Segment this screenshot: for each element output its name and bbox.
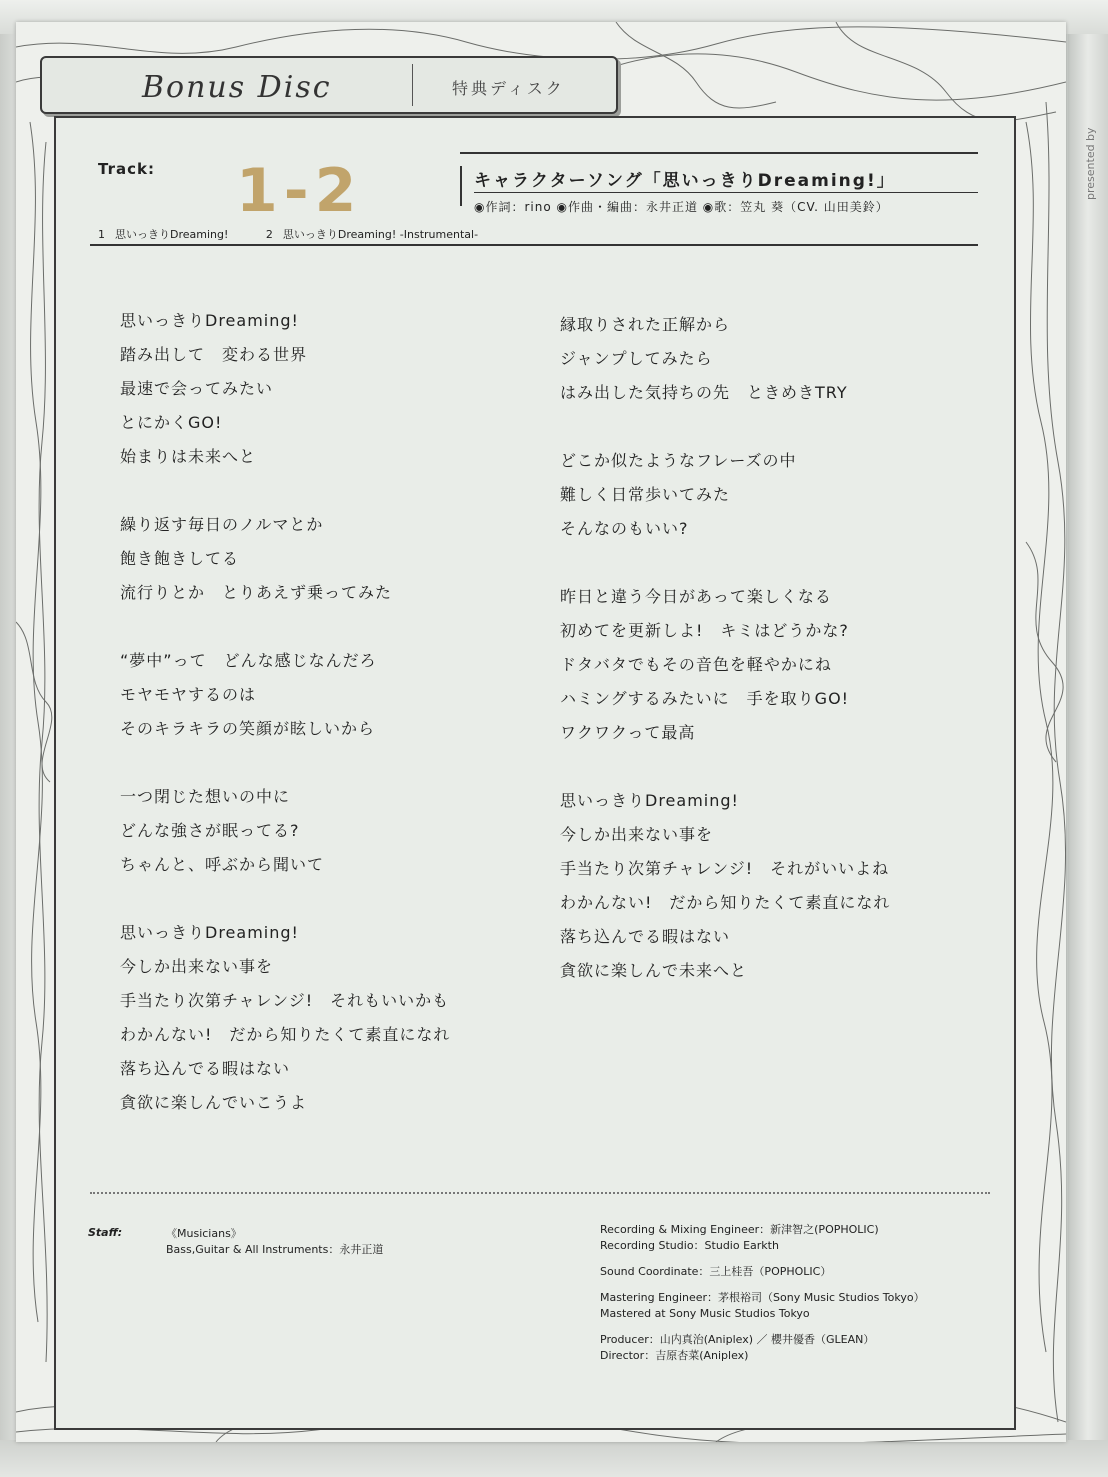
lyric-line: ハミングするみたいに 手を取りGO! [560, 689, 850, 708]
lyric-line: ちゃんと、呼ぶから聞いて [120, 855, 325, 874]
lyric-stanza [560, 308, 890, 410]
lyric-stanza [120, 916, 450, 1120]
lyric-line: 今しか出来ない事を [560, 825, 714, 844]
lyric-line: 踏み出して 変わる世界 [120, 345, 308, 364]
staff-credit-line: Recording & Mixing Engineer：新津智之(POPHOLIC) [600, 1223, 879, 1236]
lyrics-right-column [560, 308, 890, 1022]
staff-credit-line: Sound Coordinate：三上桂吾（POPHOLIC） [600, 1265, 832, 1278]
title-rule-top [460, 152, 978, 154]
staff-credit-line: Producer：山内真治(Aniplex) ／ 櫻井優香（GLEAN） [600, 1333, 875, 1346]
lyric-line: わかんない! だから知りたくて素直になれ [120, 1025, 451, 1044]
lyric-line: 始まりは未来へと [120, 447, 257, 466]
tracklist [98, 226, 512, 242]
lyric-line: 落ち込んでる暇はない [120, 1059, 291, 1078]
lyric-line: “夢中”って どんな感じなんだろ [120, 651, 377, 670]
staff-credit-line: Mastering Engineer：茅根裕司（Sony Music Studios Tokyo） [600, 1291, 925, 1304]
staff-credit-line: Director：吉原杏菜(Aniplex) [600, 1349, 749, 1362]
lyric-line: 飽き飽きしてる [120, 549, 240, 568]
lyric-line: ジャンプしてみたら [560, 349, 713, 368]
lyric-line: 今しか出来ない事を [120, 957, 274, 976]
track-2-num: 2 [265, 228, 273, 241]
bonus-disc-tab [40, 56, 618, 114]
song-credits: ◉作詞：rino ◉作曲・編曲：永井正道 ◉歌：笠丸 葵（CV. 山田美鈴） [474, 200, 889, 214]
lyric-line: 思いっきりDreaming! [560, 791, 739, 810]
staff-divider [90, 1192, 990, 1194]
lyric-line: 貪欲に楽しんで未来へと [560, 961, 748, 980]
lyric-line: 縁取りされた正解から [560, 315, 731, 334]
staff-credit-line: Recording Studio：Studio Earkth [600, 1239, 779, 1252]
lyric-line: ワクワクって最高 [560, 723, 696, 742]
lyric-line: とにかくGO! [120, 413, 223, 432]
musicians-heading: 《Musicians》 [166, 1227, 242, 1240]
title-mark [460, 166, 462, 206]
lyric-line: 一つ閉じた想いの中に [120, 787, 291, 806]
lyric-line: 落ち込んでる暇はない [560, 927, 731, 946]
track-2-title: 思いっきりDreaming! -Instrumental- [282, 228, 479, 241]
lyric-stanza [560, 444, 890, 546]
song-title: キャラクターソング「思いっきりDreaming!」 [474, 171, 896, 191]
header-rule-bottom [90, 244, 978, 246]
background-right [1068, 0, 1108, 1477]
lyric-line: モヤモヤするのは [120, 685, 257, 704]
lyric-stanza [120, 780, 450, 882]
track-label: Track: [98, 160, 155, 178]
tab-subtitle: 特典ディスク [452, 79, 565, 98]
track-1-title: 思いっきりDreaming! [115, 228, 229, 241]
track-number: 1-2 [236, 156, 363, 226]
lyric-line: 思いっきりDreaming! [120, 311, 299, 330]
lyric-line: ドタバタでもその音色を軽やかにね [560, 655, 832, 674]
lyric-line: 初めてを更新しよ! キミはどうかな? [560, 621, 849, 640]
lyric-stanza [560, 784, 890, 988]
lyric-line: そんなのもいい? [560, 519, 689, 538]
lyric-line: 流行りとか とりあえず乗ってみた [120, 583, 393, 602]
content-panel [54, 116, 1016, 1430]
staff-label: Staff: [88, 1226, 123, 1239]
lyric-line: どんな強さが眠ってる? [120, 821, 300, 840]
title-rule-mid [474, 192, 978, 193]
lyric-line: 昨日と違う今日があって楽しくなる [560, 587, 832, 606]
staff-musicians [166, 1226, 383, 1258]
lyric-line: 手当たり次第チャレンジ! それがいいよね [560, 859, 890, 878]
lyric-line: 繰り返す毎日のノルマとか [120, 515, 324, 534]
lyric-line: 貪欲に楽しんでいこうよ [120, 1093, 308, 1112]
tab-title: Bonus Disc [142, 70, 332, 105]
lyric-line: 最速で会ってみたい [120, 379, 274, 398]
lyric-line: どこか似たようなフレーズの中 [560, 451, 797, 470]
lyric-line: 思いっきりDreaming! [120, 923, 299, 942]
background-bottom [0, 1440, 1108, 1477]
lyric-line: はみ出した気持ちの先 ときめきTRY [560, 383, 848, 402]
musicians-line: Bass,Guitar & All Instruments：永井正道 [166, 1243, 384, 1256]
lyric-line: そのキラキラの笑顔が眩しいから [120, 719, 376, 738]
lyric-stanza [120, 304, 450, 474]
tab-divider [412, 64, 413, 106]
lyric-line: 難しく日常歩いてみた [560, 485, 731, 504]
lyric-line: わかんない! だから知りたくて素直になれ [560, 893, 891, 912]
staff-credits [600, 1222, 925, 1364]
lyrics-left-column [120, 304, 450, 1154]
staff-credit-line: Mastered at Sony Music Studios Tokyo [600, 1307, 810, 1320]
lyric-stanza [120, 508, 450, 610]
booklet-page [16, 22, 1066, 1442]
track-1-num: 1 [98, 228, 105, 241]
side-text: presented by [1084, 127, 1097, 200]
lyric-stanza [120, 644, 450, 746]
lyric-line: 手当たり次第チャレンジ! それもいいかも [120, 991, 450, 1010]
lyric-stanza [560, 580, 890, 750]
